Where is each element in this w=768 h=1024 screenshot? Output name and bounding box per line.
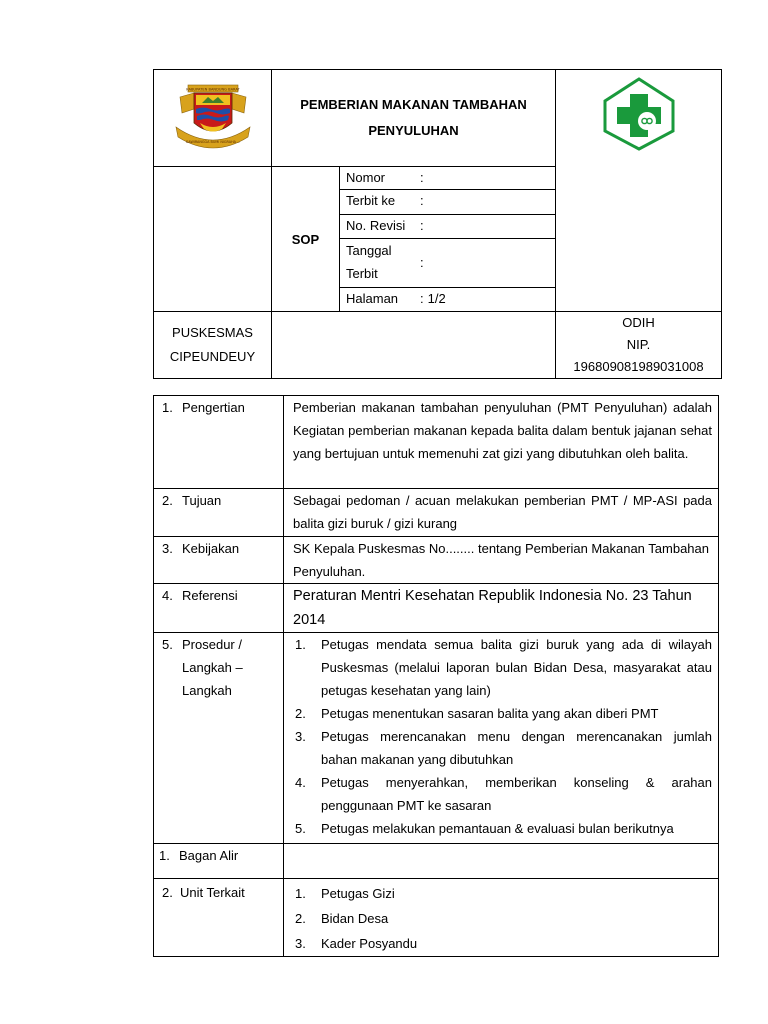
row-value-bagan-alir (284, 844, 719, 879)
row-value-tujuan: Sebagai pedoman / acuan melakukan pemberian PMT / MP-ASI pada balita gizi buruk / gizi kurang (284, 489, 719, 537)
step-number: 5. (295, 821, 306, 836)
field-no-revisi (340, 214, 556, 239)
regency-logo-cell (154, 70, 272, 167)
field-terbit-ke-colon: : (420, 193, 424, 209)
field-nomor-label: Nomor (346, 170, 386, 185)
signer-nip-label: NIP. (626, 337, 651, 352)
row-label-pengertian (154, 396, 284, 489)
document-title-line1: PEMBERIAN MAKANAN TAMBAHAN (300, 97, 527, 112)
row-label: Tujuan (182, 493, 222, 508)
row-label-unit-terkait (154, 879, 284, 957)
row-value-pengertian: Pemberian makanan tambahan penyuluhan (PMT Penyuluhan) adalah Kegiatan pemberian makanan kepada balita dalam bentuk jajanan sehat yang bertujuan untuk memenuhi zat gizi yang dibutuhkan oleh balita. (284, 396, 719, 489)
field-terbit-ke (340, 190, 556, 215)
row-label: Pengertian (182, 400, 245, 415)
puskesmas-name-line1: PUSKESMAS (172, 325, 253, 340)
step-text: Petugas menyerahkan, memberikan konseling & arahan penggunaan PMT ke sasaran (321, 775, 712, 813)
step-text: Petugas merencanakan menu dengan merencanakan jumlah bahan makanan yang dibutuhkan (321, 729, 712, 767)
unit-text: Bidan Desa (321, 911, 389, 926)
row-label: Referensi (182, 588, 238, 603)
step-text: Petugas mendata semua balita gizi buruk yang ada di wilayah Puskesmas (melalui laporan bulan Bidan Desa, masyarakat atau petugas kesehatan yang lain) (321, 637, 712, 698)
step-text: Petugas menentukan sasaran balita yang akan diberi PMT (321, 706, 659, 721)
field-halaman (340, 288, 556, 312)
unit-number: 1. (295, 886, 306, 901)
field-halaman-label: Halaman (346, 291, 399, 307)
field-tanggal-label-line1: Tanggal (346, 243, 392, 259)
field-tanggal-colon: : (420, 254, 424, 270)
document-title-cell (272, 70, 556, 167)
row-label: Kebijakan (182, 541, 240, 556)
row-value-referensi: Peraturan Mentri Kesehatan Republik Indonesia No. 23 Tahun 2014 (284, 584, 719, 633)
puskesmas-cross-icon (603, 77, 675, 151)
field-terbit-ke-label: Terbit ke (346, 193, 396, 209)
document-title-line2: PENYULUHAN (368, 123, 459, 138)
unit-number: 3. (295, 936, 306, 951)
puskesmas-name-cell (154, 312, 272, 379)
signer-cell (556, 312, 722, 379)
row-label-prosedur (154, 633, 284, 844)
list-item (293, 906, 712, 931)
footer-blank-cell (272, 312, 556, 379)
table-row (154, 537, 719, 584)
puskesmas-logo-cell (556, 70, 722, 312)
signer-name: ODIH (622, 315, 655, 330)
crest-bottom-text: GAWIRANGGA BUMI NIGRAHA ... (185, 139, 240, 144)
step-text: Petugas melakukan pemantauan & evaluasi bulan berikutnya (321, 821, 674, 836)
field-nomor-colon: : (420, 170, 424, 185)
row-number: 2. (162, 493, 173, 508)
signer-nip: 196809081989031008 (573, 359, 704, 374)
unit-number: 2. (295, 911, 306, 926)
row-value-unit-terkait (284, 879, 719, 957)
table-row (154, 396, 719, 489)
list-item (293, 771, 712, 817)
list-item (293, 931, 712, 956)
row-number: 4. (162, 588, 173, 603)
row-label: Bagan Alir (179, 848, 239, 863)
list-item (293, 817, 712, 840)
field-halaman-colon: : (420, 291, 424, 307)
row-label-tujuan (154, 489, 284, 537)
table-row (154, 633, 719, 844)
field-no-revisi-label: No. Revisi (346, 217, 406, 233)
step-number: 3. (295, 729, 306, 744)
related-units-list (293, 881, 712, 956)
row-label-referensi (154, 584, 284, 633)
table-row (154, 844, 719, 879)
field-no-revisi-colon: : (420, 217, 424, 233)
unit-text: Kader Posyandu (321, 936, 418, 951)
list-item (293, 702, 712, 725)
row-number: 1. (159, 848, 170, 863)
field-tanggal-label-line2: Terbit (346, 266, 378, 282)
sop-header-table (153, 69, 722, 379)
regency-crest-icon (172, 83, 254, 149)
row-number: 3. (162, 541, 173, 556)
step-number: 1. (295, 637, 306, 652)
list-item (293, 633, 712, 702)
sop-content-table (153, 395, 719, 957)
field-tanggal-terbit (340, 239, 556, 288)
logo-spacer-cell (154, 167, 272, 312)
row-number: 1. (162, 400, 173, 415)
procedure-steps-list (293, 633, 712, 840)
unit-text: Petugas Gizi (321, 886, 395, 901)
row-number: 5. (162, 637, 173, 652)
table-row (154, 584, 719, 633)
table-row (154, 879, 719, 957)
field-halaman-value: 1/2 (427, 291, 446, 307)
row-number: 2. (162, 885, 173, 900)
puskesmas-name-line2: CIPEUNDEUY (169, 349, 256, 364)
row-value-prosedur (284, 633, 719, 844)
sop-label: SOP (272, 167, 340, 312)
row-label: Unit Terkait (180, 885, 245, 900)
field-nomor (340, 167, 556, 190)
row-label-line3: Langkah (182, 683, 232, 698)
table-row (154, 489, 719, 537)
row-label-kebijakan (154, 537, 284, 584)
row-label-bagan-alir (154, 844, 284, 879)
step-number: 2. (295, 706, 306, 721)
list-item (293, 881, 712, 906)
row-value-kebijakan: SK Kepala Puskesmas No........ tentang Pemberian Makanan Tambahan Penyuluhan. (284, 537, 719, 584)
list-item (293, 725, 712, 771)
row-label-line1: Prosedur / (182, 637, 242, 652)
row-label-line2: Langkah – (182, 660, 243, 675)
crest-top-text: KABUPATEN BANDUNG BARAT (185, 87, 240, 91)
step-number: 4. (295, 775, 306, 790)
